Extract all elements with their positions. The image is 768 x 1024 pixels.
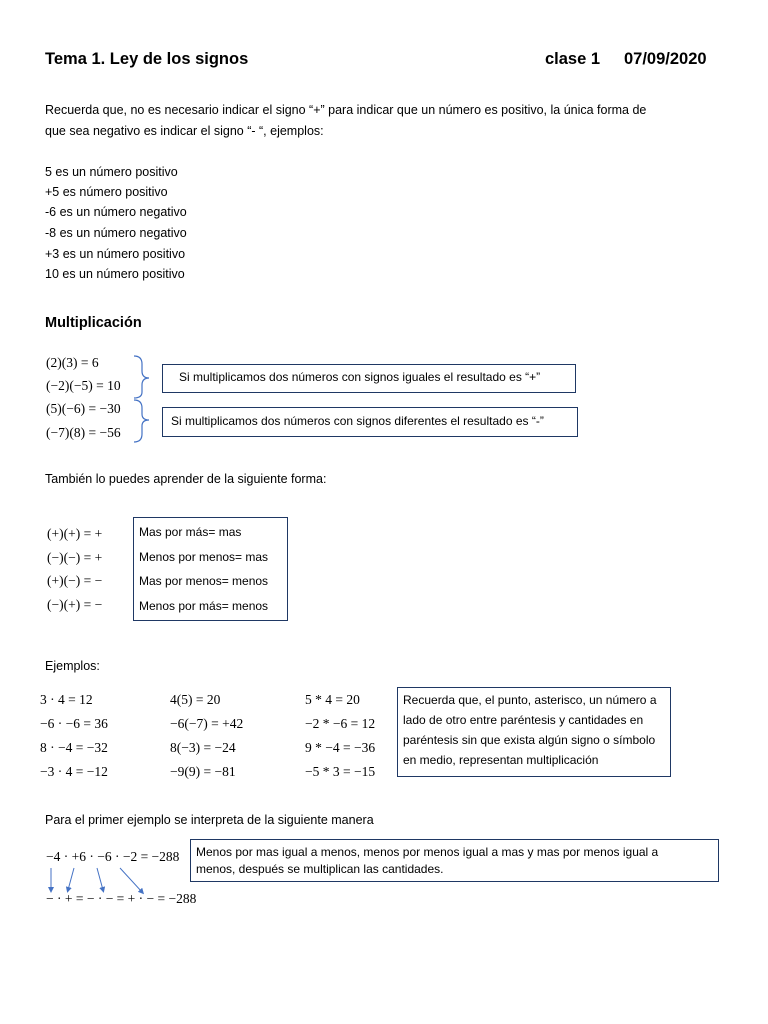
sign-example: 10 es un número positivo (45, 267, 185, 281)
note-line: en medio, representan multiplicación (403, 753, 599, 767)
note-line: paréntesis sin que exista algún signo o símbolo (403, 733, 656, 747)
example-equation: 4(5) = 20 (170, 692, 221, 707)
sign-equation: (−)(+) = − (47, 597, 103, 612)
interpretation-expression: −4 · +6 · −6 · −2 = −288 (46, 849, 180, 864)
sign-rule-label: Menos por menos= mas (139, 550, 269, 564)
example-equation: 8(−3) = −24 (170, 740, 236, 755)
page-title: Tema 1. Ley de los signos (45, 50, 249, 68)
date-label: 07/09/2020 (624, 50, 707, 68)
example-equation: −3 · 4 = −12 (40, 764, 108, 779)
sign-rule-label: Menos por más= menos (139, 599, 269, 613)
sign-example: -8 es un número negativo (45, 226, 187, 240)
equation: (2)(3) = 6 (46, 355, 99, 370)
sign-equation: (+)(+) = + (47, 526, 103, 541)
sign-example: +3 es un número positivo (45, 247, 186, 261)
note-line: Recuerda que, el punto, asterisco, un número a (403, 693, 657, 707)
intro-line-2: que sea negativo es indicar el signo “- “, ejemplos: (45, 124, 324, 138)
ejemplos-heading: Ejemplos: (45, 659, 100, 673)
sign-example: -6 es un número negativo (45, 205, 187, 219)
rule-box-equal (162, 364, 576, 393)
example-equation: −2 * −6 = 12 (305, 716, 376, 731)
multiplication-note-box (397, 687, 671, 777)
example-equation: −9(9) = −81 (170, 764, 236, 779)
sign-rules-box (133, 517, 288, 621)
example-equation: 9 * −4 = −36 (305, 740, 376, 755)
sign-rule-label: Mas por menos= menos (139, 574, 269, 588)
sign-rule-label: Mas por más= mas (139, 525, 242, 539)
note-line: Menos por mas igual a menos, menos por menos igual a mas y mas por menos igual a (196, 845, 659, 859)
equation: (−7)(8) = −56 (46, 425, 121, 440)
class-label: clase 1 (545, 50, 601, 68)
alt-intro: También lo puedes aprender de la siguiente forma: (45, 472, 327, 486)
sign-equation: (−)(−) = + (47, 550, 103, 565)
sign-example: 5 es un número positivo (45, 165, 178, 179)
example-equation: −6(−7) = +42 (170, 716, 244, 731)
rule-different-text: Si multiplicamos dos números con signos diferentes el resultado es “-” (171, 414, 544, 428)
sign-example: +5 es número positivo (45, 185, 168, 199)
equation: (−2)(−5) = 10 (46, 378, 121, 393)
example-equation: 3 · 4 = 12 (40, 692, 93, 707)
interpretation-intro: Para el primer ejemplo se interpreta de la siguiente manera (45, 813, 374, 827)
interpretation-signs: − · + = − · − = + · − = −288 (46, 891, 197, 906)
rule-equal-text: Si multiplicamos dos números con signos iguales el resultado es “+” (179, 370, 541, 384)
example-equation: 8 · −4 = −32 (40, 740, 108, 755)
sign-equation: (+)(−) = − (47, 573, 103, 588)
example-equation: −5 * 3 = −15 (305, 764, 376, 779)
equation: (5)(−6) = −30 (46, 401, 121, 416)
section-heading-multiplicacion: Multiplicación (45, 315, 142, 331)
note-line: lado de otro entre paréntesis y cantidades en (403, 713, 644, 727)
example-equation: 5 * 4 = 20 (305, 692, 360, 707)
intro-line-1: Recuerda que, no es necesario indicar el signo “+” para indicar que un número es positivo, la única forma de (45, 103, 647, 117)
interpretation-note-box (190, 839, 719, 882)
brace-icon (132, 354, 156, 444)
note-line: menos, después se multiplican las cantidades. (196, 862, 444, 876)
example-equation: −6 · −6 = 36 (40, 716, 108, 731)
rule-box-different (162, 407, 578, 437)
